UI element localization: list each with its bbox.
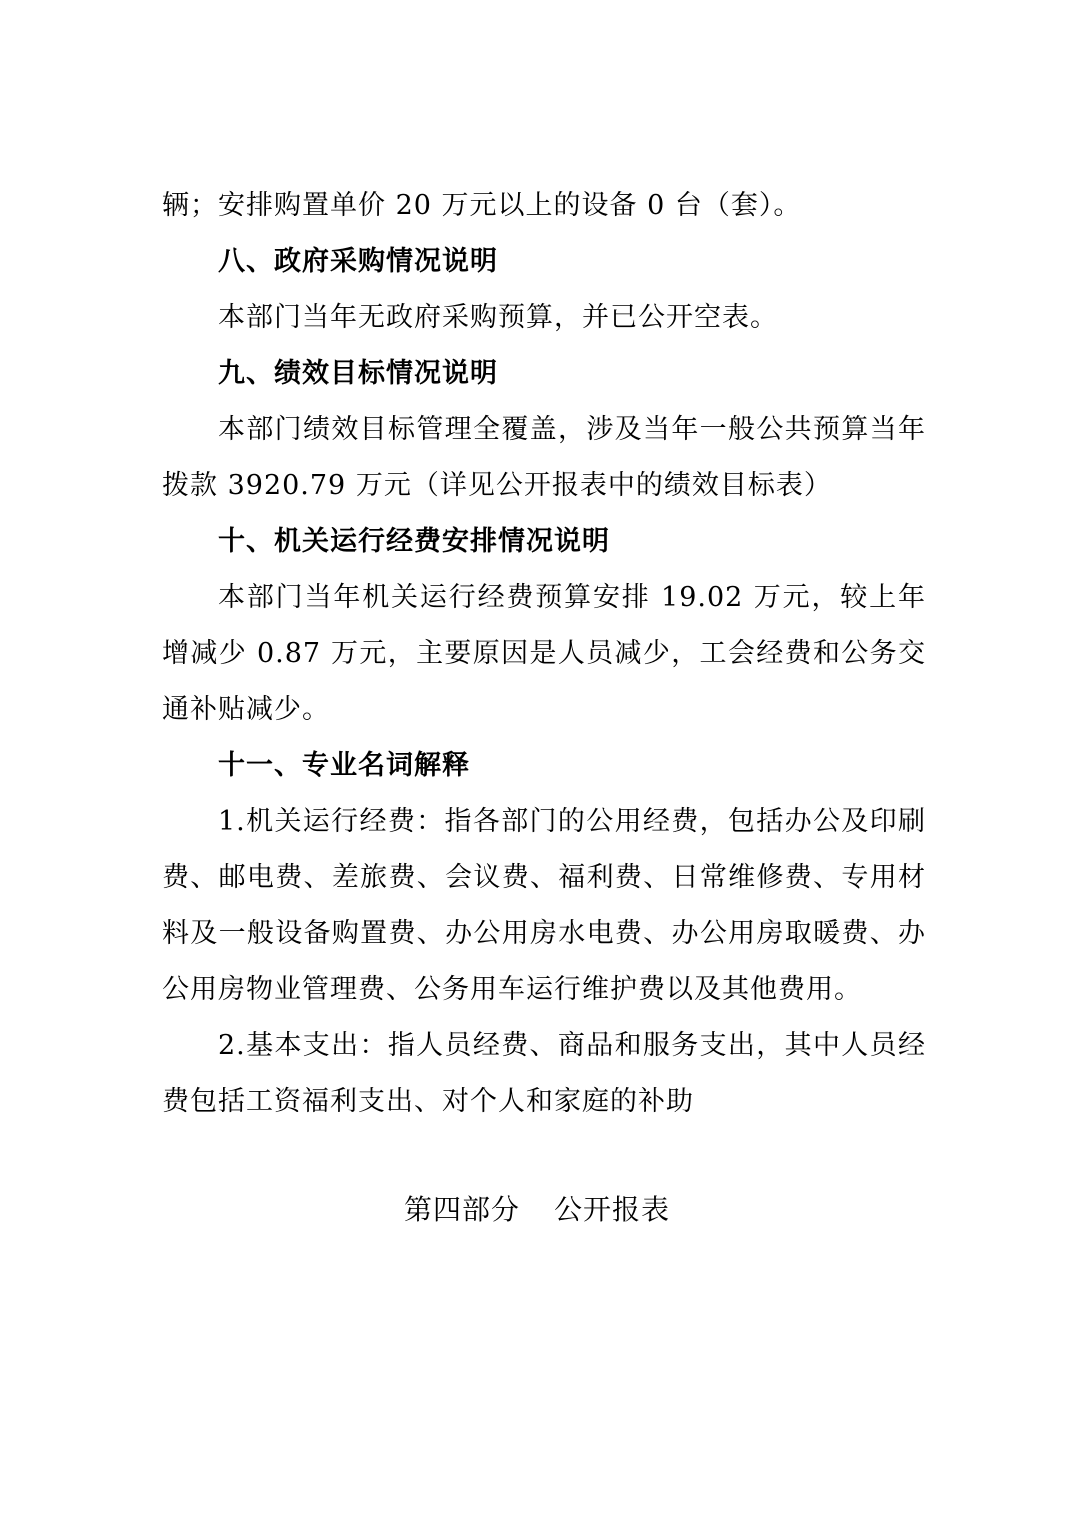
- paragraph-performance-goals: 本部门绩效目标管理全覆盖，涉及当年一般公共预算当年拨款 3920.79 万元（详见公开报表中的绩效目标表）: [162, 414, 926, 501]
- section-heading-terminology: 十一、专业名词解释: [218, 750, 470, 781]
- section-heading-government-procurement: 八、政府采购情况说明: [218, 246, 498, 277]
- paragraph-vehicles-equipment: 辆；安排购置单价 20 万元以上的设备 0 台（套）。: [162, 190, 802, 221]
- paragraph-term-operating-expenses: 1.机关运行经费：指各部门的公用经费，包括办公及印刷费、邮电费、差旅费、会议费、福利费、日常维修费、专用材料及一般设备购置费、办公用房水电费、办公用房取暖费、办公用房物业管理费、公务用车运行维护费以及其他费用。: [162, 806, 926, 1005]
- part-title: [0, 1190, 1074, 1230]
- part-title-number: 第四部分: [403, 1193, 520, 1226]
- section-heading-performance-goals: 九、绩效目标情况说明: [218, 358, 498, 389]
- section-heading-operating-expenses: 十、机关运行经费安排情况说明: [218, 526, 610, 557]
- document-body: [162, 178, 926, 1130]
- part-title-name: 公开报表: [554, 1193, 671, 1226]
- paragraph-operating-expenses: 本部门当年机关运行经费预算安排 19.02 万元，较上年增减少 0.87 万元，主要原因是人员减少，工会经费和公务交通补贴减少。: [162, 582, 926, 725]
- paragraph-term-basic-expenditure: 2.基本支出：指人员经费、商品和服务支出，其中人员经费包括工资福利支出、对个人和家庭的补助: [162, 1030, 926, 1117]
- paragraph-government-procurement: 本部门当年无政府采购预算，并已公开空表。: [218, 302, 778, 333]
